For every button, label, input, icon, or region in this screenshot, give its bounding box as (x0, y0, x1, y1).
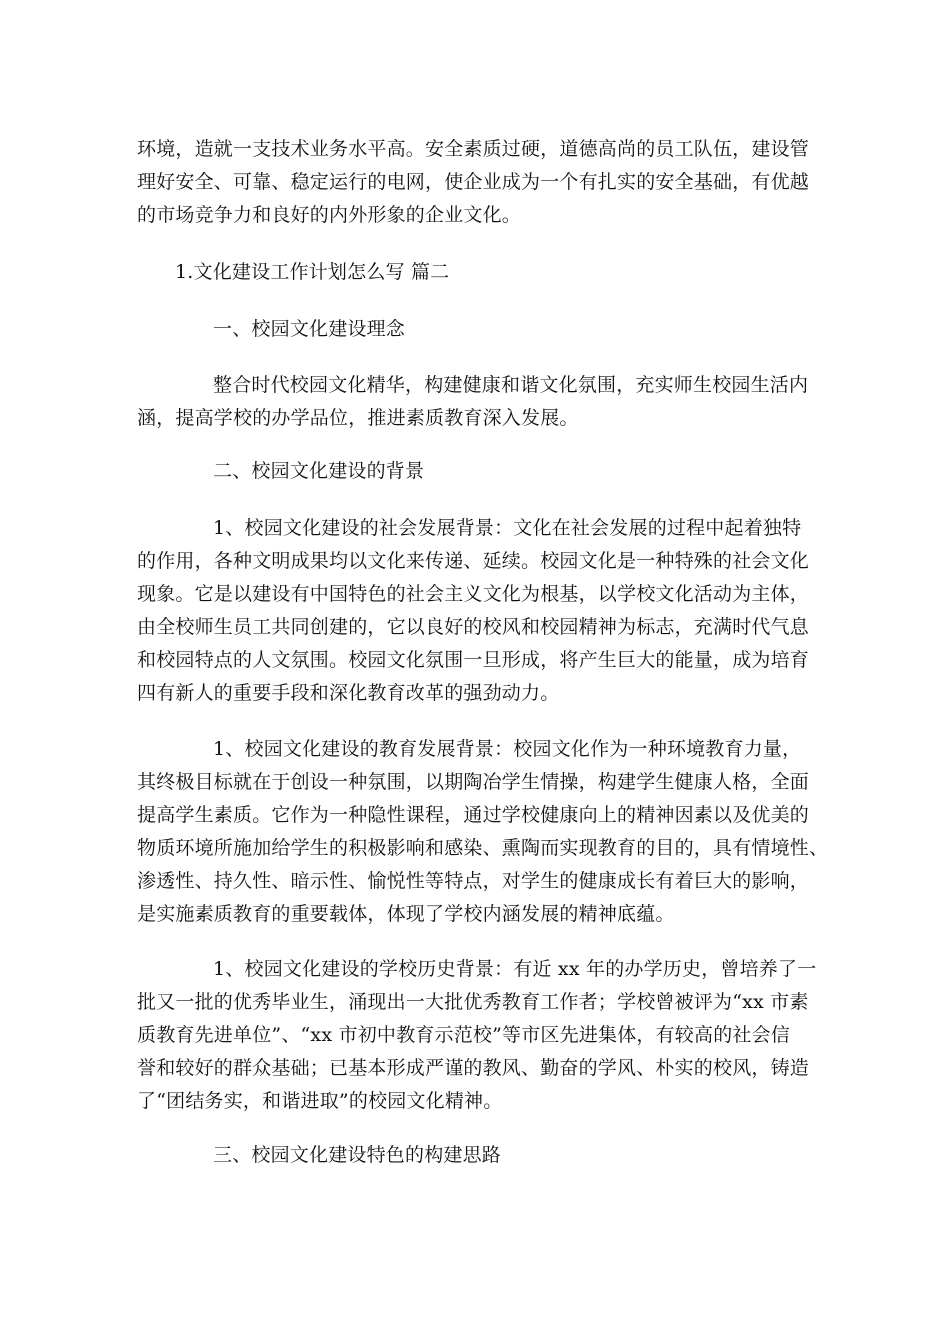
text-line: 1、校园文化建设的教育发展背景：校园文化作为一种环境教育力量， (213, 738, 802, 760)
section-heading (137, 256, 813, 289)
text-line: 二、校园文化建设的背景 (213, 460, 425, 482)
text-line: 渗透性、持久性、暗示性、愉悦性等特点，对学生的健康成长有着巨大的影响， (137, 870, 810, 892)
paragraph-education-background (137, 733, 829, 931)
paragraph-social-background (137, 512, 813, 710)
text-line: 是实施素质教育的重要载体，体现了学校内涵发展的精神底蕴。 (137, 903, 675, 925)
text-line: 1、校园文化建设的学校历史背景：有近 xx 年的办学历史，曾培养了一 (213, 958, 817, 980)
heading-construction-approach (137, 1139, 813, 1172)
heading-background (137, 455, 813, 488)
text-line: 其终极目标就在于创设一种氛围，以期陶冶学生情操，构建学生健康人格，全面 (137, 771, 810, 793)
paragraph-history-background (137, 953, 817, 1118)
text-line: 的作用，各种文明成果均以文化来传递、延续。校园文化是一种特殊的社会文化 (137, 550, 810, 572)
text-line: 1.文化建设工作计划怎么写 篇二 (175, 261, 450, 283)
text-line: 整合时代校园文化精华，构建健康和谐文化氛围，充实师生校园生活内 (213, 374, 809, 396)
text-line: 环境，造就一支技术业务水平高。安全素质过硬，道德高尚的员工队伍，建设管 (137, 138, 810, 160)
text-line: 提高学生素质。它作为一种隐性课程，通过学校健康向上的精神因素以及优美的 (137, 804, 810, 826)
text-line: 了“团结务实，和谐进取”的校园文化精神。 (137, 1090, 503, 1112)
text-line: 由全校师生员工共同创建的，它以良好的校风和校园精神为标志，充满时代气息 (137, 616, 810, 638)
document-body (137, 133, 829, 1172)
text-line: 四有新人的重要手段和深化教育改革的强劲动力。 (137, 682, 560, 704)
text-line: 质教育先进单位”、“xx 市初中教育示范校”等市区先进集体，有较高的社会信 (137, 1024, 791, 1046)
paragraph-intro-continuation (137, 133, 813, 232)
text-line: 三、校园文化建设特色的构建思路 (213, 1144, 502, 1166)
text-line: 一、校园文化建设理念 (213, 318, 406, 340)
text-line: 理好安全、可靠、稳定运行的电网，使企业成为一个有扎实的安全基础，有优越 (137, 171, 810, 193)
heading-campus-culture-concept (137, 313, 813, 346)
text-line: 现象。它是以建设有中国特色的社会主义文化为根基，以学校文化活动为主体， (137, 583, 810, 605)
text-line: 批又一批的优秀毕业生，涌现出一大批优秀教育工作者；学校曾被评为“xx 市素 (137, 991, 809, 1013)
text-line: 的市场竞争力和良好的内外形象的企业文化。 (137, 204, 522, 226)
text-line: 物质环境所施加给学生的积极影响和感染、熏陶而实现教育的目的，具有情境性、 (137, 837, 829, 859)
text-line: 涵，提高学校的办学品位，推进素质教育深入发展。 (137, 407, 579, 429)
paragraph-concept (137, 369, 813, 435)
text-line: 和校园特点的人文氛围。校园文化氛围一旦形成，将产生巨大的能量，成为培育 (137, 649, 810, 671)
text-line: 1、校园文化建设的社会发展背景：文化在社会发展的过程中起着独特 (213, 517, 802, 539)
text-line: 誉和较好的群众基础；已基本形成严谨的教风、勤奋的学风、朴实的校风，铸造 (137, 1057, 810, 1079)
